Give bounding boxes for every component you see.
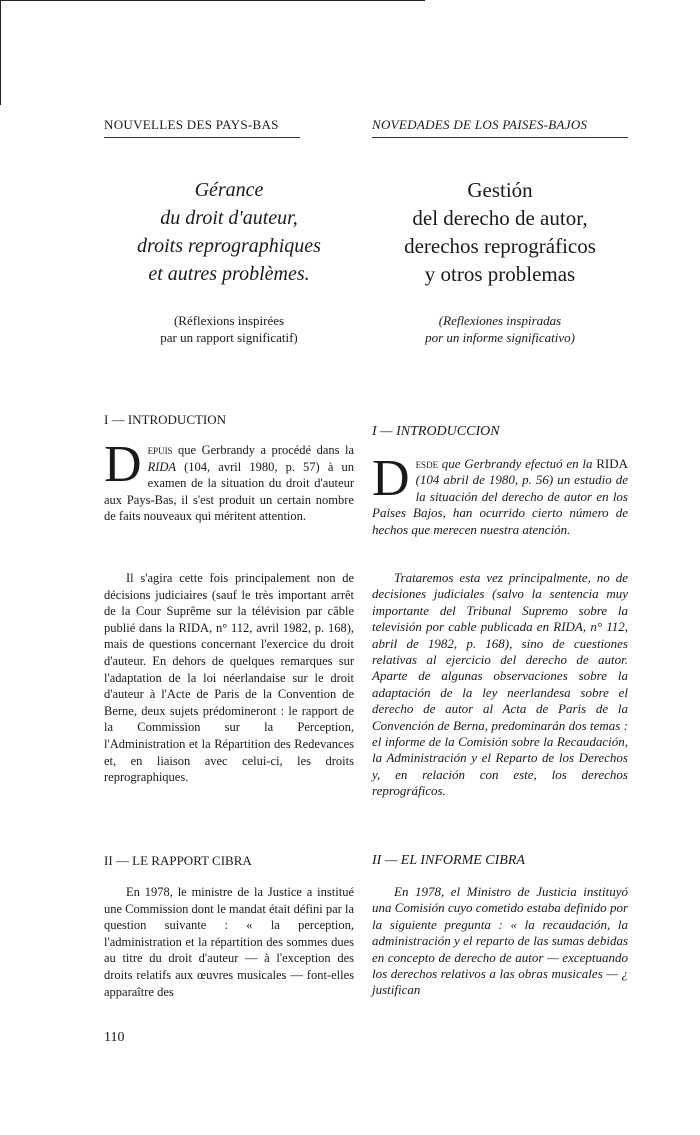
title-line: Gérance bbox=[194, 179, 264, 201]
paragraph-french: Il s'agira cette fois principalement non de décisions judiciaires (sauf le très important arrêt de la Cour Suprême sur la télévision par câble publié dans la RIDA, n° 112, avril 1982, p. 168), mais de questions concernant l'exercice du droit d'auteur. En dehors de quelques remarques sur l'adaptation de la loi néerlandaise sur le droit d'auteur à l'Acte de Paris de la Convention de Berne, deux sujets prédomineront : le rapport de la Commission sur la Perception, l'Administration et la Répartition des Redevances et, en liaison avec celui-ci, les droits reprographiques. bbox=[104, 571, 354, 785]
running-head-french: NOUVELLES DES PAYS-BAS bbox=[104, 117, 300, 138]
intro-text: (104 abril de 1980, p. 56) un estudio de la situación del derecho de autor en los Paises Bajos, han ocurrido cierto número de hechos que merecen nuestra atención. bbox=[372, 472, 628, 537]
intro-text: que Gerbrandy a procédé dans la bbox=[172, 443, 354, 457]
subtitle-line: par un rapport significatif) bbox=[160, 330, 298, 345]
subtitle-line: (Réflexions inspirées bbox=[173, 313, 285, 328]
scan-border-left bbox=[0, 0, 1, 105]
running-head-spanish: NOVEDADES DE LOS PAISES-BAJOS bbox=[372, 117, 628, 138]
intro-smallcaps: esde bbox=[415, 456, 439, 471]
article-title-spanish bbox=[372, 176, 628, 288]
title-line: et autres problèmes. bbox=[148, 263, 310, 285]
paragraph-french: En 1978, le ministre de la Justice a institué une Commission dont le mandat était défini par la question suivante : « la perception, l'administration et la répartition des sommes dues au titre du droit d'auteur — à l'exception des droits relatifs aux œuvres musicales — font-elles apparaître des bbox=[104, 885, 354, 999]
title-line: droits reprographiques bbox=[137, 235, 321, 257]
intro-paragraph-spanish bbox=[372, 450, 628, 538]
section-heading-introduction-french: I — INTRODUCTION bbox=[104, 412, 227, 427]
intro-text: (104, avril 1980, p. 57) à un examen de la situation du droit d'auteur aux Pays-Bas, il s'est produit un certain nombre de faits nouveaux qui méritent attention. bbox=[104, 459, 354, 524]
scan-border-top bbox=[0, 0, 425, 1]
paragraph-spanish: En 1978, el Ministro de Justicia instituyó una Comisión cuyo cometido estaba definido por la siguiente pregunta : « la recaudación, la administración y el reparto de las sumas debidas en concepto de derecho de autor — exceptuando los derechos relativos a las obras musicales — ¿ justifican bbox=[372, 884, 628, 998]
section-heading-cibra-french: II — LE RAPPORT CIBRA bbox=[104, 853, 252, 868]
drop-cap: D bbox=[372, 450, 410, 507]
title-line: derechos reprográficos bbox=[404, 234, 596, 258]
subtitle-french bbox=[104, 312, 354, 346]
paragraph-spanish: Trataremos esta vez principalmente, no de decisiones judiciales (salvo la sentencia muy importante del Tribunal Supremo sobre la televisión por cable publicada en RIDA, n° 112, abril de 1982, p. 168), sino de cuestiones relativas al ejercicio del derecho de autor. Aparte de algunas observaciones sobre la adaptación de la ley neerlandesa sobre el derecho de autor al Acta de Paris de la Convención de Berna, predominarán dos temas : el informe de la Comisión sobre la Recaudación, la Administración y el Reparto de los Derechos y, en relación con este, los derechos reprográficos. bbox=[372, 570, 628, 799]
intro-paragraph-french bbox=[104, 436, 354, 525]
page-number: 110 bbox=[104, 1030, 125, 1045]
article-title-french bbox=[104, 176, 354, 288]
rida-reference: RIDA bbox=[147, 459, 177, 474]
drop-cap: D bbox=[104, 436, 142, 493]
title-line: Gestión bbox=[467, 178, 533, 202]
title-line: du droit d'auteur, bbox=[160, 207, 298, 229]
title-line: y otros problemas bbox=[424, 262, 576, 286]
title-line: del derecho de autor, bbox=[412, 206, 588, 230]
subtitle-line: por un informe significativo) bbox=[425, 330, 575, 345]
intro-smallcaps: epuis bbox=[147, 443, 173, 457]
subtitle-line: (Reflexiones inspiradas bbox=[438, 313, 562, 328]
section-heading-cibra-spanish: II — EL INFORME CIBRA bbox=[372, 853, 525, 868]
intro-text: que Gerbrandy efectuó en la bbox=[438, 456, 597, 471]
subtitle-spanish bbox=[372, 312, 628, 346]
section-heading-introduction-spanish: I — INTRODUCCION bbox=[372, 424, 500, 439]
rida-reference: RIDA bbox=[596, 456, 628, 471]
